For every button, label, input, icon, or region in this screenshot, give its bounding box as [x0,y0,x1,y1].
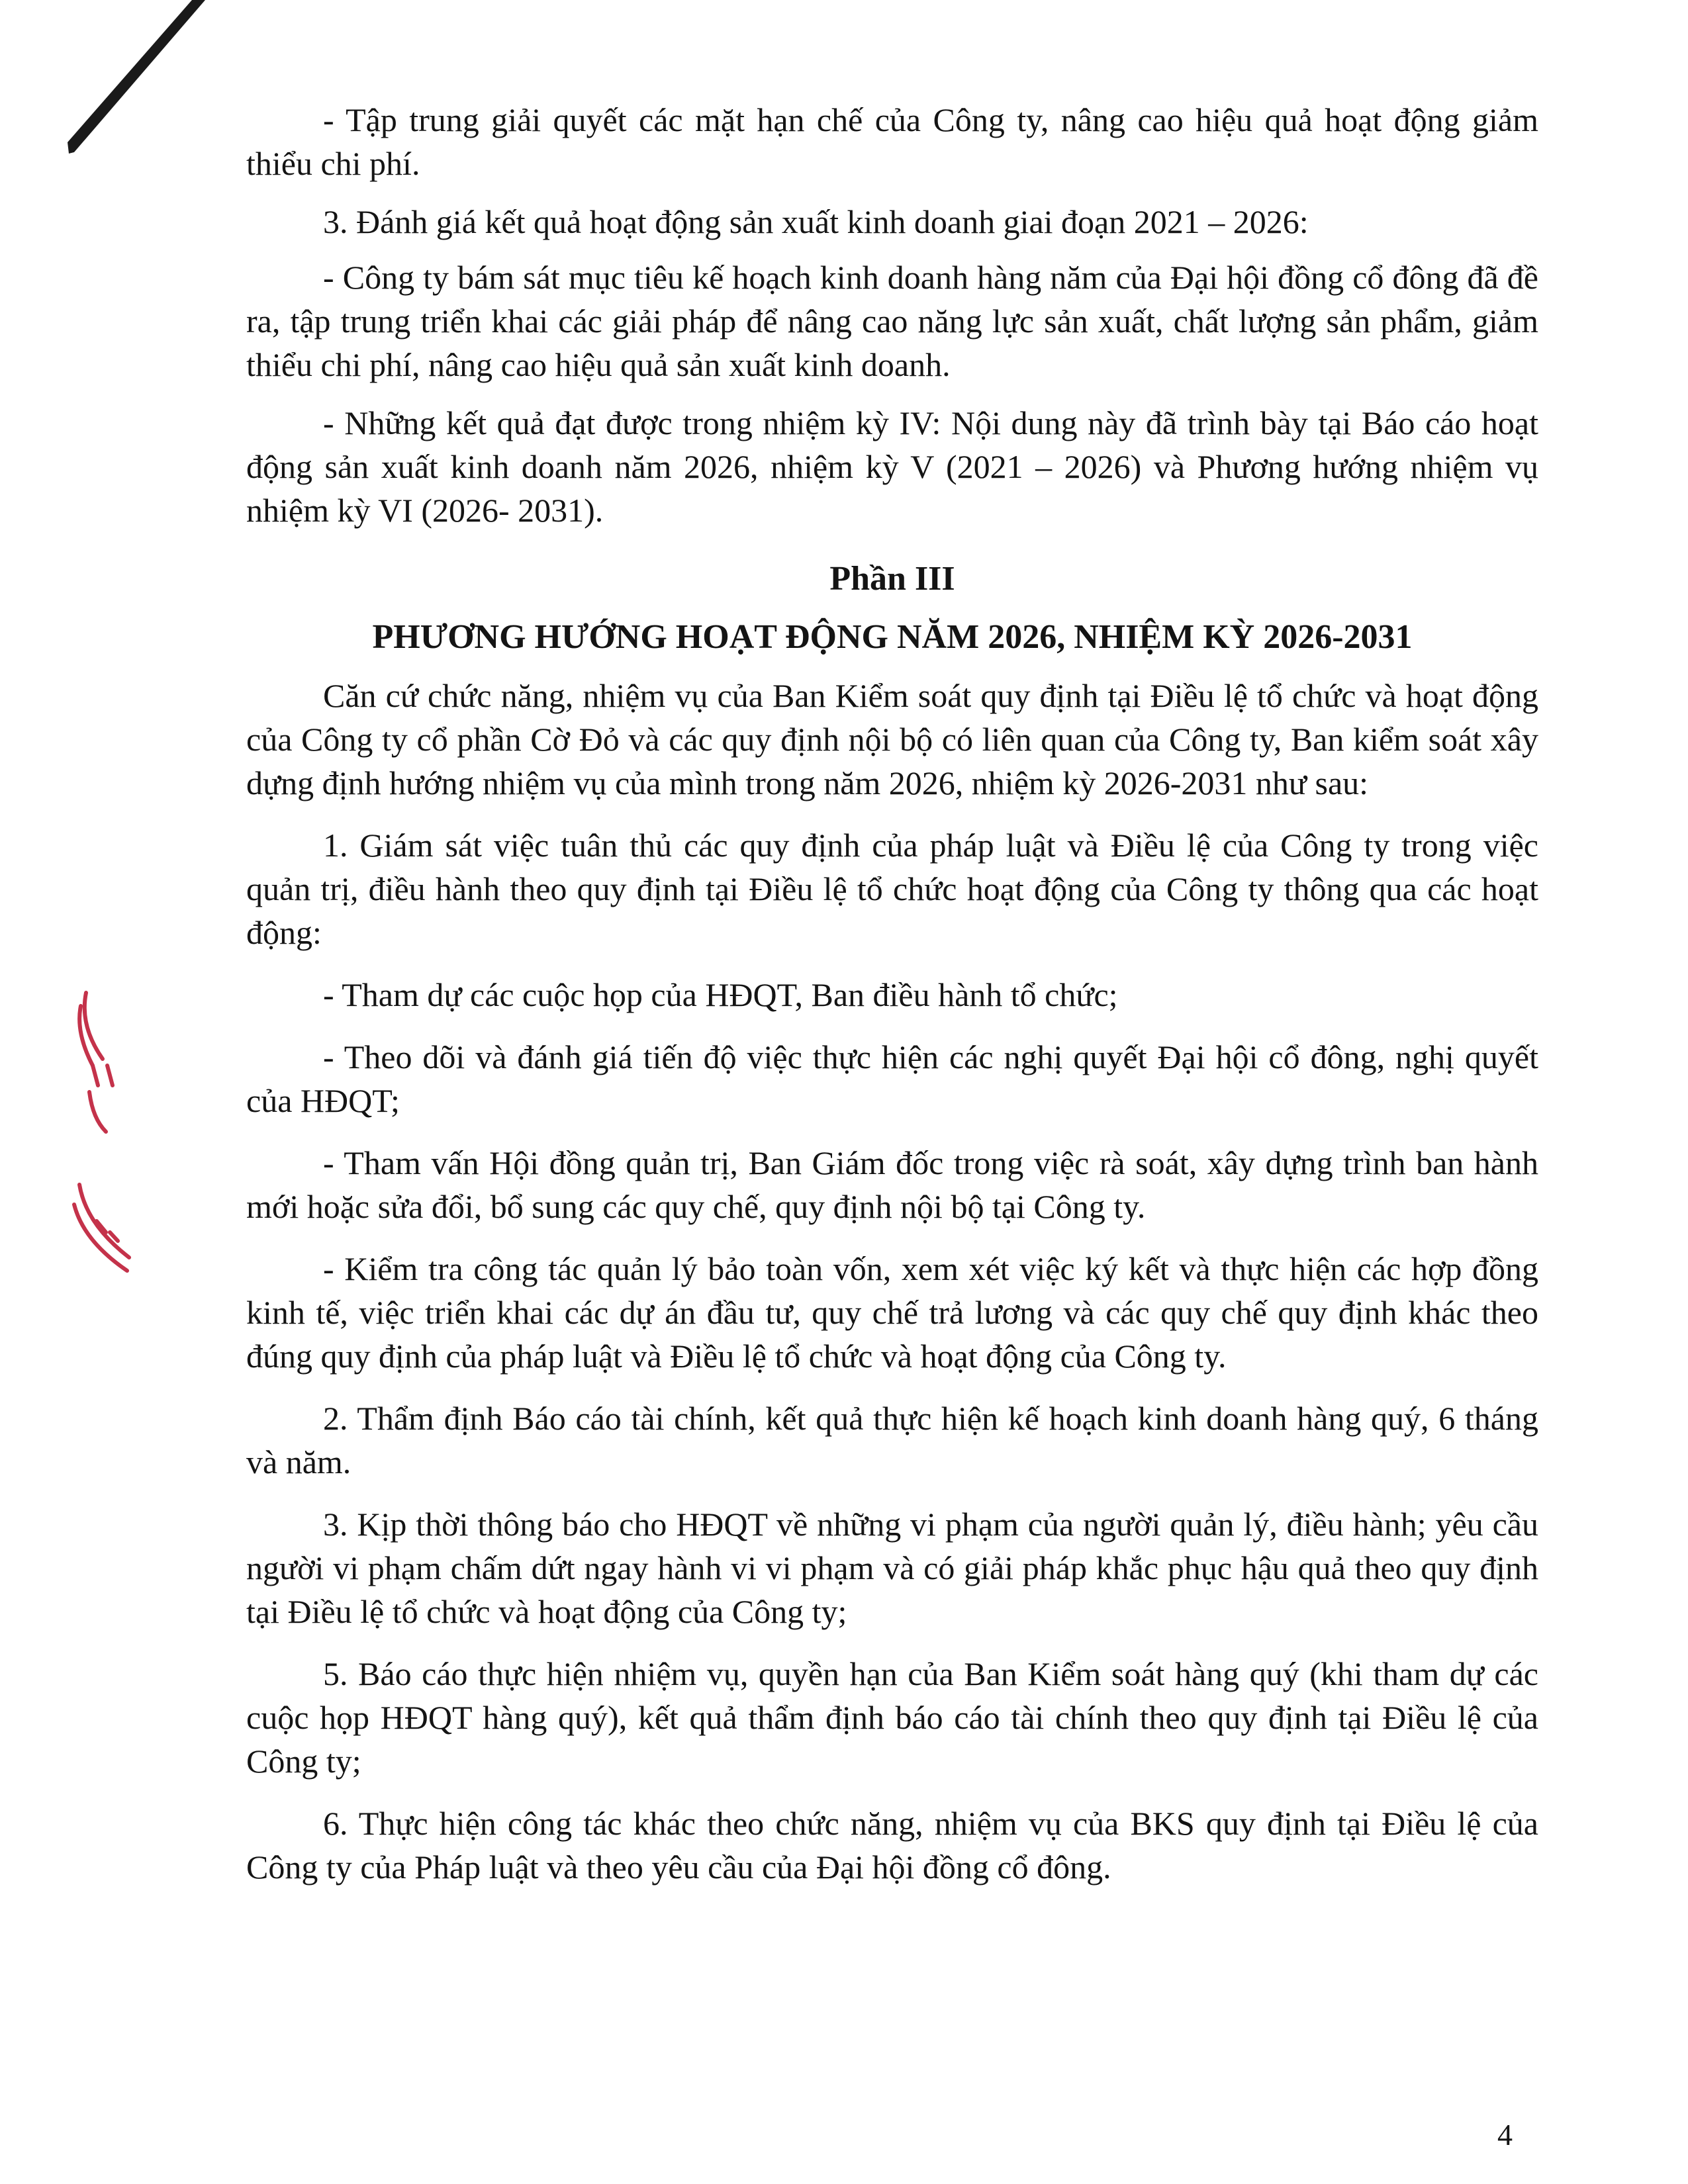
section-body [246,674,1538,1889]
section-paragraph-6: - Kiểm tra công tác quản lý bảo toàn vốn, xem xét việc ký kết và thực hiện các hợp đồng kinh tế, việc triển khai các dự án đầu tư, quy chế trả lương và các quy chế quy định khác theo đúng quy định của pháp luật và Điều lệ tổ chức và hoạt động của Công ty. [246,1250,1538,1375]
scan-corner-mark [60,0,205,159]
page-number: 4 [1497,2118,1513,2152]
intro-section [246,98,1538,532]
section-paragraph-8: 3. Kịp thời thông báo cho HĐQT về những vi phạm của người quản lý, điều hành; yêu cầu người vi phạm chấm dứt ngay hành vi vi phạm và có giải pháp khắc phục hậu quả theo quy định tại Điều lệ tổ chức và hoạt động của Công ty; [246,1506,1538,1630]
paragraph-1: - Tập trung giải quyết các mặt hạn chế của Công ty, nâng cao hiệu quả hoạt động giảm thiểu chi phí. [246,101,1538,182]
paragraph-2: 3. Đánh giá kết quả hoạt động sản xuất kinh doanh giai đoạn 2021 – 2026: [323,203,1309,240]
section-paragraph-5: - Tham vấn Hội đồng quản trị, Ban Giám đốc trong việc rà soát, xây dựng trình ban hành mới hoặc sửa đổi, bổ sung các quy chế, quy định nội bộ tại Công ty. [246,1144,1538,1225]
section-paragraph-2: 1. Giám sát việc tuân thủ các quy định của pháp luật và Điều lệ của Công ty trong việc quản trị, điều hành theo quy định tại Điều lệ tổ chức hoạt động của Công ty thông qua các hoạt động: [246,827,1538,951]
section-paragraph-1: Căn cứ chức năng, nhiệm vụ của Ban Kiểm soát quy định tại Điều lệ tổ chức và hoạt động của Công ty cổ phần Cờ Đỏ và các quy định nội bộ có liên quan của Công ty, Ban kiểm soát xây dựng định hướng nhiệm vụ của mình trong năm 2026, nhiệm kỳ 2026-2031 như sau: [246,677,1538,801]
section-label: Phần III [829,560,955,598]
section-paragraph-9: 5. Báo cáo thực hiện nhiệm vụ, quyền hạn của Ban Kiểm soát hàng quý (khi tham dự các cuộc họp HĐQT hàng quý), kết quả thẩm định báo cáo tài chính theo quy định tại Điều lệ của Công ty; [246,1655,1538,1780]
paragraph-3: - Công ty bám sát mục tiêu kế hoạch kinh doanh hàng năm của Đại hội đồng cổ đông đã đề ra, tập trung triển khai các giải pháp để nâng cao năng lực sản xuất, chất lượng sản phẩm, giảm thiểu chi phí, nâng cao hiệu quả sản xuất kinh doanh. [246,259,1538,383]
paragraph-4: - Những kết quả đạt được trong nhiệm kỳ IV: Nội dung này đã trình bày tại Báo cáo hoạt động sản xuất kinh doanh năm 2026, nhiệm kỳ V (2021 – 2026) và Phương hướng nhiệm vụ nhiệm kỳ VI (2026- 2031). [246,404,1538,529]
stamp-fragment [66,986,139,1277]
section-paragraph-3: - Tham dự các cuộc họp của HĐQT, Ban điều hành tổ chức; [323,976,1118,1013]
section-title: PHƯƠNG HƯỚNG HOẠT ĐỘNG NĂM 2026, NHIỆM KỲ 2026-2031 [372,618,1413,656]
section-paragraph-4: - Theo dõi và đánh giá tiến độ việc thực hiện các nghị quyết Đại hội cổ đông, nghị quyết của HĐQT; [246,1038,1538,1119]
section-paragraph-7: 2. Thẩm định Báo cáo tài chính, kết quả thực hiện kế hoạch kinh doanh hàng quý, 6 tháng và năm. [246,1400,1538,1480]
section-paragraph-10: 6. Thực hiện công tác khác theo chức năng, nhiệm vụ của BKS quy định tại Điều lệ của Công ty của Pháp luật và theo yêu cầu của Đại hội đồng cổ đông. [246,1805,1538,1886]
